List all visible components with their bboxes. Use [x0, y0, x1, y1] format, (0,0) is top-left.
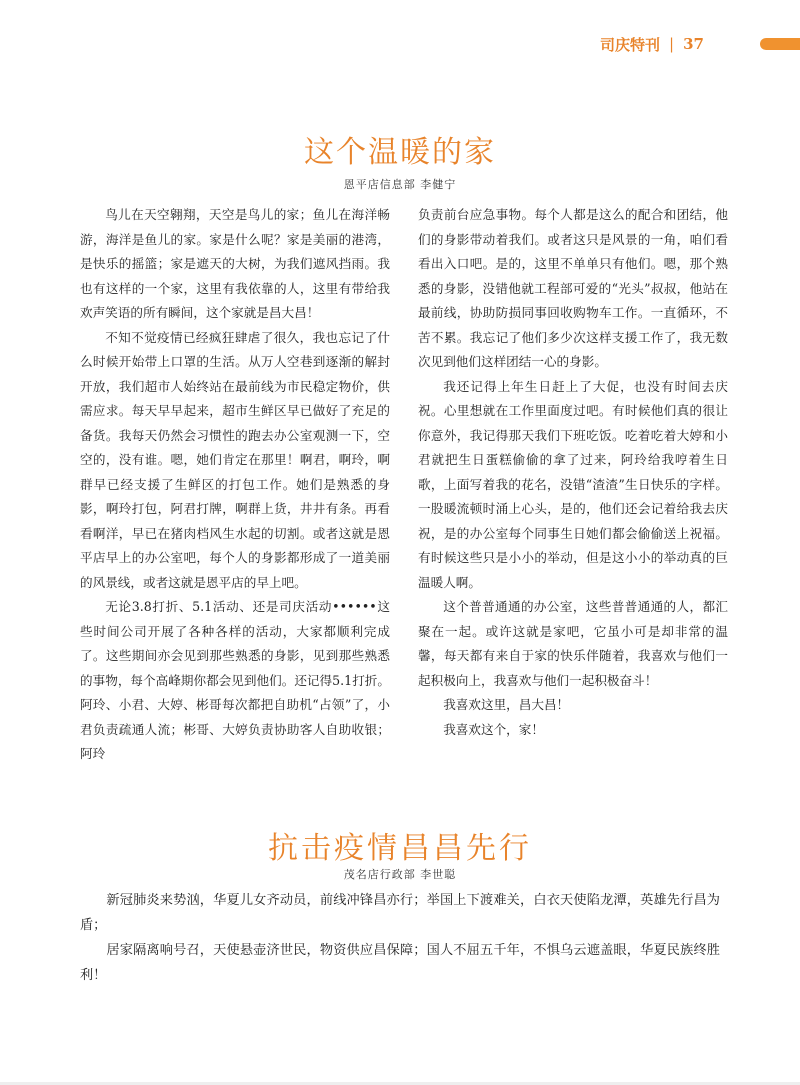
article1-paragraph: 我还记得上年生日赶上了大促，也没有时间去庆祝。心里想就在工作里面度过吧。有时候他们真的很让你意外，我记得那天我们下班吃饭。吃着吃着大婷和小君就把生日蛋糕偷偷的拿了过来，阿玲给我哼着生日歌，上面写着我的花名，没错“渣渣”生日快乐的字样。一股暖流顿时涌上心头，是的，他们还会记着给我去庆祝，是的办公室每个同事生日她们都会偷偷送上祝福。有时候这些只是小小的举动，但是这小小的举动真的巨温暖人啊。: [418, 378, 728, 590]
page-number: 37: [683, 35, 704, 53]
article2-paragraph: 新冠肺炎来势汹，华夏儿女齐动员，前线冲锋昌亦行；举国上下渡难关，白衣天使陷龙潭，英雄先行昌为盾；: [80, 893, 720, 933]
article1-paragraph: 这个普普通通的办公室，这些普普通通的人，都汇聚在一起。或许这就是家吧，它虽小可是却非常的温馨，每天都有来自于家的快乐伴随着，我喜欢与他们一起积极向上，我喜欢与他们一起积极奋斗！: [418, 599, 728, 688]
page-tab-decoration: [760, 38, 800, 50]
article1-title: 这个温暖的家: [304, 135, 496, 170]
publication-name: 司庆特刊: [600, 35, 661, 54]
page-header: [600, 34, 704, 54]
article1-paragraph: 无论3.8打折、5.1活动、还是司庆活动••••••这些时间公司开展了各种各样的活动，大家都顺利完成了。这些期间亦会见到那些熟悉的身影，见到那些熟悉的事物，每个高峰期你都会见到他们。还记得5.1打折。阿玲、小君、大婷、彬哥每次都把自助机“占领”了，小君负责疏通人流；彬哥、大婷负责协助客人自助收银；阿玲: [80, 599, 390, 761]
article2-paragraph: 居家隔离响号召，天使悬壶济世民，物资供应昌保障；国人不屈五千年，不惧乌云遮盖眼，华夏民族终胜利！: [80, 943, 720, 983]
article1-paragraph: 负责前台应急事物。每个人都是这么的配合和团结，他们的身影带动着我们。或者这只是风景的一角，咱们看看出入口吧。是的，这里不单单只有他们。嗯，那个熟悉的身影，没错他就工程部可爱的“光头”叔叔，他站在最前线，协助防损同事回收购物车工作。一直循环，不苦不累。我忘记了他们多少次这样支援工作了，我无数次见到他们这样团结一心的身影。: [418, 207, 728, 369]
article1-paragraph: 不知不觉疫情已经疯狂肆虐了很久，我也忘记了什么时候开始带上口罩的生活。从万人空巷到逐渐的解封开放，我们超市人始终站在最前线为市民稳定物价，供需应求。每天早早起来，超市生鲜区早已做好了充足的备货。我每天仍然会习惯性的跑去办公室观测一下，空空的，没有谁。嗯，她们肯定在那里！啊君，啊玲，啊群早已经支援了生鲜区的打包工作。她们是熟悉的身影，啊玲打包，阿君打牌，啊群上货，井井有条。再看看啊洋，早已在猪肉档风生水起的切割。或者这就是恩平店早上的办公室吧，每个人的身影都形成了一道美丽的风景线，或者这就是恩平店的早上吧。: [80, 329, 390, 590]
article2-body: [80, 888, 720, 988]
article1-paragraph: 我喜欢这个，家！: [443, 721, 544, 737]
article2-title: 抗击疫情昌昌先行: [268, 831, 532, 866]
article1-author: 恩平店信息部 李健宁: [343, 178, 457, 191]
article2-author: 茂名店行政部 李世聪: [343, 868, 457, 881]
article1-right-column: [418, 203, 728, 742]
article1-left-column: [80, 203, 390, 767]
article1-paragraph: 鸟儿在天空翱翔，天空是鸟儿的家；鱼儿在海洋畅游，海洋是鱼儿的家。家是什么呢？家是美丽的港湾，是快乐的摇篮；家是遮天的大树，为我们遮风挡雨。我也有这样的一个家，这里有我依靠的人，这里有带给我欢声笑语的所有瞬间，这个家就是昌大昌！: [80, 207, 390, 320]
article1-paragraph: 我喜欢这里，昌大昌！: [443, 697, 570, 712]
header-separator: |: [669, 35, 675, 53]
